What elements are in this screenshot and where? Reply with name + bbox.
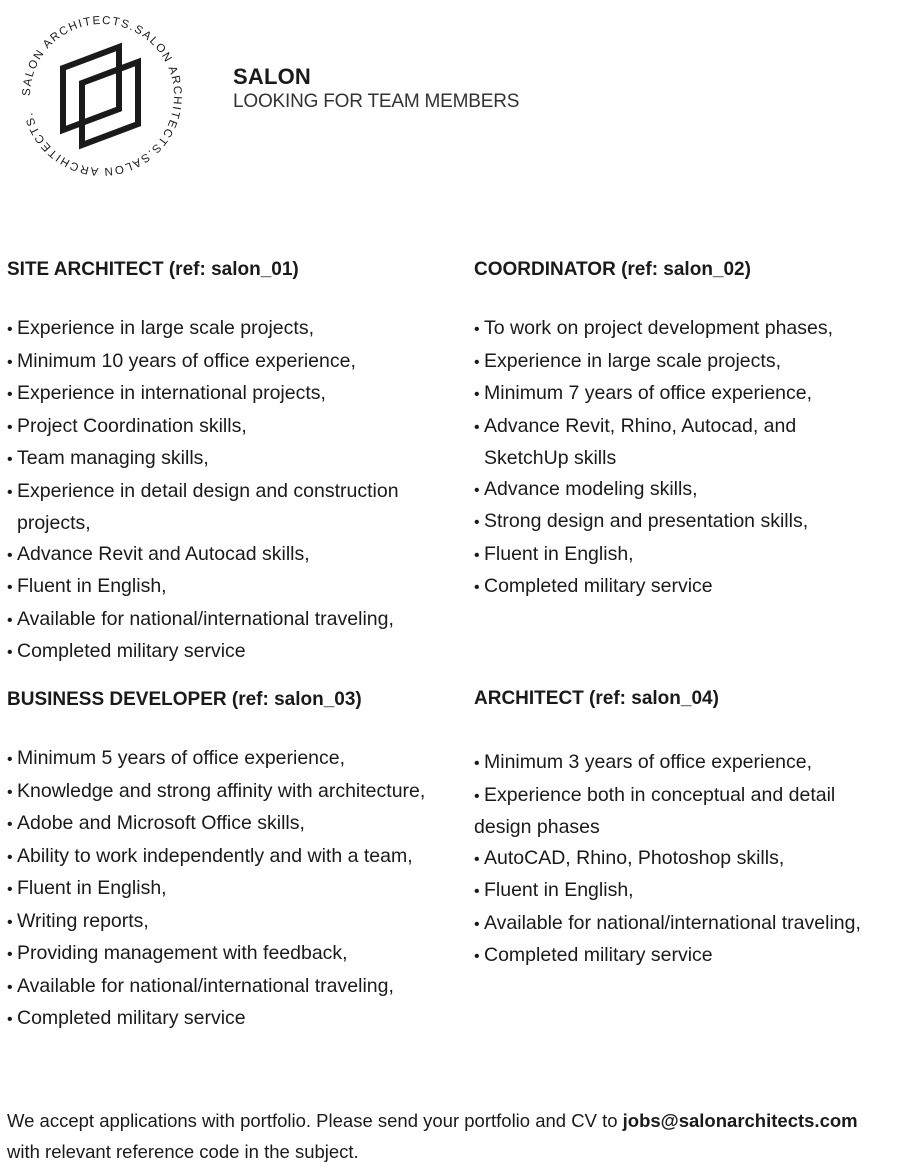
bullet-icon: • [7, 579, 13, 596]
bullet-icon: • [7, 1011, 13, 1028]
job-posting-site-architect [7, 258, 447, 669]
job-posting-coordinator [474, 258, 874, 604]
job-posting-architect [474, 687, 894, 973]
list-item: • Advance Revit, Rhino, Autocad, and SketchUp skills [474, 414, 797, 469]
bullet-icon: • [7, 546, 13, 564]
logo-ring-text: SALON ARCHITECTS.SALON ARCHITECTS.SALON ARCHITECTS. [20, 14, 184, 178]
salon-logo [12, 6, 192, 186]
bullet-icon: • [474, 321, 480, 338]
list-item: • Minimum 3 years of office experience, [474, 747, 894, 780]
list-item: • Completed military service [474, 940, 894, 973]
list-item: • Experience in international projects, [7, 378, 447, 411]
list-item: • Fluent in English, [474, 539, 874, 572]
bullet-icon: • [474, 546, 480, 564]
bullet-icon: • [7, 881, 13, 898]
list-item: • Ability to work independently and with a team, [7, 841, 467, 874]
bullet-icon: • [474, 787, 480, 805]
list-item: • Fluent in English, [7, 571, 447, 604]
job-title: COORDINATOR (ref: salon_02) [474, 259, 751, 280]
bullet-icon: • [7, 848, 13, 866]
bullet-icon: • [474, 948, 480, 965]
job-requirements-list [474, 313, 874, 604]
bullet-icon: • [7, 611, 13, 629]
list-item: • Minimum 5 years of office experience, [7, 743, 467, 776]
list-item: • Advance Revit and Autocad skills, [7, 539, 447, 572]
bullet-icon: • [7, 386, 13, 403]
list-item: • Knowledge and strong affinity with architecture, [7, 776, 467, 809]
job-title: BUSINESS DEVELOPER (ref: salon_03) [7, 689, 362, 710]
list-item: • Fluent in English, [7, 873, 467, 906]
list-item: • To work on project development phases, [474, 313, 874, 346]
job-posting-business-developer [7, 688, 467, 1036]
bullet-icon: • [7, 418, 13, 436]
bullet-icon: • [474, 579, 480, 596]
bullet-icon: • [7, 321, 13, 338]
list-item: • Experience in large scale projects, [7, 313, 447, 346]
list-item: • Experience both in conceptual and detail design phases [474, 783, 836, 838]
job-requirements-list [7, 743, 467, 1036]
bullet-icon: • [7, 946, 13, 963]
job-requirements-list [7, 313, 447, 669]
list-item: • Experience in large scale projects, [474, 346, 874, 379]
footer-text: We accept applications with portfolio. Please send your portfolio and CV to [7, 1110, 623, 1131]
email-link[interactable]: jobs@salonarchitects.com [622, 1110, 858, 1131]
list-item: • Available for national/international traveling, [474, 908, 894, 941]
list-item: • Advance modeling skills, [474, 474, 874, 507]
list-item: • Providing management with feedback, [7, 938, 467, 971]
list-item: • Minimum 7 years of office experience, [474, 378, 874, 411]
list-item: • AutoCAD, Rhino, Photoshop skills, [474, 843, 894, 876]
footer-text-continued: with relevant reference code in the subject. [7, 1140, 359, 1162]
list-item: • Minimum 10 years of office experience, [7, 346, 447, 379]
bullet-icon: • [474, 418, 480, 436]
list-item: • Completed military service [7, 636, 447, 669]
list-item: • Completed military service [7, 1003, 467, 1036]
list-item: • Team managing skills, [7, 443, 447, 476]
brand-name: SALON [233, 64, 311, 89]
list-item: • Adobe and Microsoft Office skills, [7, 808, 467, 841]
list-item: • Writing reports, [7, 906, 467, 939]
job-title: SITE ARCHITECT (ref: salon_01) [7, 259, 299, 280]
brand-header [233, 64, 519, 114]
bullet-icon: • [7, 913, 13, 931]
interlocking-squares-icon [12, 6, 192, 186]
bullet-icon: • [474, 883, 480, 900]
job-title: ARCHITECT (ref: salon_04) [474, 688, 719, 709]
bullet-icon: • [7, 751, 13, 768]
list-item: • Fluent in English, [474, 875, 894, 908]
list-item: • Completed military service [474, 571, 874, 604]
bullet-icon: • [7, 783, 13, 801]
list-item: • Strong design and presentation skills, [474, 506, 874, 539]
bullet-icon: • [474, 915, 480, 933]
bullet-icon: • [7, 451, 13, 468]
bullet-icon: • [7, 816, 13, 833]
bullet-icon: • [474, 386, 480, 403]
bullet-icon: • [7, 353, 13, 371]
brand-tagline: LOOKING FOR TEAM MEMBERS [233, 91, 520, 112]
list-item: • Experience in detail design and construction projects, [7, 479, 399, 534]
bullet-icon: • [474, 755, 480, 772]
bullet-icon: • [7, 483, 13, 501]
list-item: • Available for national/international traveling, [7, 971, 467, 1004]
bullet-icon: • [474, 353, 480, 371]
bullet-icon: • [474, 850, 480, 868]
list-item: • Project Coordination skills, [7, 411, 447, 444]
job-requirements-list [474, 747, 894, 973]
bullet-icon: • [474, 481, 480, 499]
bullet-icon: • [474, 514, 480, 531]
bullet-icon: • [7, 978, 13, 996]
list-item: • Available for national/international traveling, [7, 604, 447, 637]
bullet-icon: • [7, 644, 13, 661]
application-instructions [7, 1106, 887, 1167]
